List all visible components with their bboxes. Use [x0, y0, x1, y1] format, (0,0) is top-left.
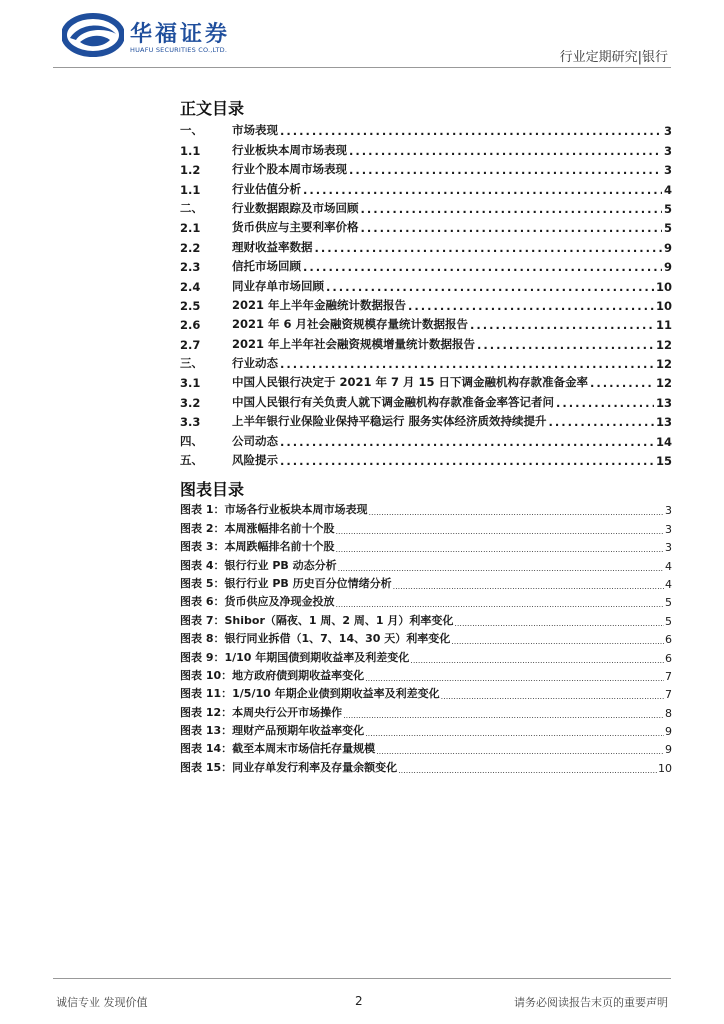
- figure-entry-label: 图表 10：: [180, 668, 233, 682]
- toc-entry-title: 行业个股本周市场表现: [232, 162, 347, 177]
- toc-title: 正文目录: [180, 99, 245, 118]
- footer-disclaimer: 请务必阅读报告末页的重要声明: [514, 996, 668, 1009]
- toc-entry-page: 3: [663, 124, 672, 139]
- figures-title: 图表目录: [180, 480, 245, 499]
- toc-entry-title: 公司动态: [232, 433, 278, 448]
- figure-entry[interactable]: [180, 646, 672, 664]
- figure-entry-title: 本周跌幅排名前十个股: [224, 540, 335, 554]
- toc-entry[interactable]: [180, 216, 672, 235]
- toc-entry[interactable]: [180, 138, 672, 157]
- toc-entry-number: 2.4: [180, 279, 201, 294]
- toc-entry-number: 2.2: [180, 240, 201, 255]
- toc-entry-page: 10: [655, 298, 672, 313]
- toc-entry-page: 15: [655, 454, 672, 469]
- huafu-logo-icon: [62, 12, 124, 58]
- figure-dot-leader: [335, 600, 664, 609]
- toc-entry-title: 信托市场回顾: [232, 259, 301, 274]
- toc-entry[interactable]: [180, 294, 672, 313]
- toc-entry-number: 四、: [180, 433, 203, 448]
- figure-entry-title: Shibor（隔夜、1 周、2 周、1 月）利率变化: [224, 613, 454, 627]
- toc-entry-number: 1.1: [180, 143, 201, 158]
- figure-entry-title: 本周涨幅排名前十个股: [224, 521, 335, 535]
- figure-entry-page: 10: [658, 761, 672, 775]
- company-logo: [62, 12, 262, 62]
- report-type: 行业定期研究|银行: [559, 50, 668, 65]
- figure-entry[interactable]: [180, 738, 672, 756]
- figure-entry-page: 3: [665, 522, 672, 536]
- toc-entry-title: 货币供应与主要利率价格: [232, 220, 359, 235]
- toc-entry-title: 2021 年上半年金融统计数据报告: [232, 297, 407, 312]
- figure-entry-label: 图表 4：: [180, 558, 225, 572]
- toc-entry[interactable]: [180, 177, 672, 196]
- toc-entry[interactable]: [180, 274, 672, 293]
- toc-entry[interactable]: [180, 429, 672, 448]
- toc-dot-leader: [315, 241, 662, 255]
- toc-dot-leader: [349, 144, 662, 158]
- page-number: 2: [355, 994, 363, 1008]
- header-divider: [53, 67, 671, 68]
- figure-entry-label: 图表 9：: [180, 650, 225, 664]
- toc-dot-leader: [477, 338, 654, 352]
- figure-entry[interactable]: [180, 554, 672, 572]
- toc-dot-leader: [361, 221, 662, 235]
- toc-entry-number: 2.1: [180, 221, 201, 236]
- figure-entry-title: 1/10 年期国债到期收益率及利差变化: [224, 650, 410, 664]
- figure-entry[interactable]: [180, 701, 672, 719]
- toc-entry-page: 12: [655, 376, 672, 391]
- figure-entry-label: 图表 8：: [180, 632, 225, 646]
- toc-entry-title: 行业估值分析: [232, 181, 301, 196]
- toc-entry[interactable]: [180, 332, 672, 351]
- toc-entry[interactable]: [180, 158, 672, 177]
- toc-entry[interactable]: [180, 390, 672, 409]
- toc-entry[interactable]: [180, 235, 672, 254]
- figure-entry-title: 理财产品预期年收益率变化: [232, 724, 365, 738]
- figure-dot-leader: [365, 674, 664, 683]
- toc-entry-page: 5: [663, 221, 672, 236]
- figure-entry-title: 银行行业 PB 动态分析: [224, 558, 337, 572]
- toc-entry-title: 2021 年上半年社会融资规模增量统计数据报告: [232, 336, 476, 351]
- toc-entry-number: 3.1: [180, 376, 201, 391]
- toc-entry[interactable]: [180, 119, 672, 138]
- figure-entry[interactable]: [180, 665, 672, 683]
- toc-entry-title: 中国人民银行决定于 2021 年 7 月 15 日下调金融机构存款准备金率: [232, 375, 589, 390]
- figure-dot-leader: [451, 637, 664, 646]
- figure-entry-title: 市场各行业板块本周市场表现: [224, 503, 368, 517]
- toc-entry-page: 12: [655, 357, 672, 372]
- toc-dot-leader: [280, 124, 662, 138]
- figure-entry[interactable]: [180, 573, 672, 591]
- figure-entry-title: 本周央行公开市场操作: [232, 705, 343, 719]
- figure-entry-page: 4: [665, 577, 672, 591]
- figure-entry-label: 图表 14：: [180, 742, 233, 756]
- page-header: [0, 0, 724, 70]
- toc-entry-number: 2.7: [180, 337, 201, 352]
- toc-entry-number: 2.5: [180, 298, 201, 313]
- toc-entry-title: 同业存单市场回顾: [232, 278, 324, 293]
- figure-dot-leader: [338, 564, 664, 573]
- toc-entry-number: 五、: [180, 453, 203, 468]
- toc-entry-page: 12: [655, 337, 672, 352]
- figure-entry-label: 图表 5：: [180, 576, 225, 590]
- figure-entry[interactable]: [180, 536, 672, 554]
- footer-divider: [53, 978, 671, 979]
- toc-entry[interactable]: [180, 410, 672, 429]
- figure-dot-leader: [335, 527, 664, 536]
- figure-entry-label: 图表 3：: [180, 540, 225, 554]
- figure-dot-leader: [365, 729, 664, 738]
- toc-dot-leader: [280, 454, 654, 468]
- toc-entry-number: 一、: [180, 123, 203, 138]
- figure-entry-title: 地方政府债到期收益率变化: [232, 668, 365, 682]
- toc-entry-title: 上半年银行业保险业保持平稳运行 服务实体经济质效持续提升: [232, 414, 547, 429]
- toc-dot-leader: [326, 280, 654, 294]
- toc-dot-leader: [303, 183, 662, 197]
- company-name-en: HUAFU SECURITIES CO.,LTD.: [130, 46, 228, 54]
- toc-entry-number: 3.2: [180, 395, 201, 410]
- toc-entry[interactable]: [180, 313, 672, 332]
- figure-entry[interactable]: [180, 609, 672, 627]
- toc-entry-page: 13: [655, 415, 672, 430]
- figure-entry-page: 9: [665, 725, 672, 739]
- figure-dot-leader: [441, 692, 664, 701]
- figure-dot-leader: [368, 508, 664, 517]
- toc-entry-title: 行业动态: [232, 356, 278, 371]
- toc-entry-page: 9: [663, 260, 672, 275]
- figure-entry-page: 7: [665, 669, 672, 683]
- figure-entry-page: 5: [665, 596, 672, 610]
- figure-entry-label: 图表 7：: [180, 613, 225, 627]
- toc-dot-leader: [556, 396, 654, 410]
- figure-entry-title: 货币供应及净现金投放: [224, 595, 335, 609]
- figure-dot-leader: [410, 656, 664, 665]
- toc-dot-leader: [590, 376, 654, 390]
- figure-entry-page: 9: [665, 743, 672, 757]
- toc-entry-title: 行业板块本周市场表现: [232, 142, 347, 157]
- toc-entry-number: 二、: [180, 200, 203, 215]
- toc-dot-leader: [549, 415, 654, 429]
- toc-entry[interactable]: [180, 449, 672, 468]
- figure-entry-page: 3: [665, 504, 672, 518]
- figure-entry-label: 图表 2：: [180, 521, 225, 535]
- toc-entry-number: 1.1: [180, 182, 201, 197]
- toc-entry-number: 1.2: [180, 163, 201, 178]
- figure-dot-leader: [393, 582, 664, 591]
- toc-entry-page: 4: [663, 182, 672, 197]
- figure-entry-title: 1/5/10 年期企业债到期收益率及利差变化: [232, 687, 440, 701]
- toc-entry-number: 3.3: [180, 415, 201, 430]
- figure-entry[interactable]: [180, 628, 672, 646]
- figure-dot-leader: [398, 766, 657, 775]
- toc-entry[interactable]: [180, 255, 672, 274]
- figure-dot-leader: [335, 545, 664, 554]
- figure-dot-leader: [343, 711, 664, 720]
- toc-dot-leader: [470, 318, 654, 332]
- figure-entry-label: 图表 1：: [180, 503, 225, 517]
- toc-entry-title: 行业数据跟踪及市场回顾: [232, 200, 359, 215]
- toc-dot-leader: [349, 163, 662, 177]
- toc-entry-title: 市场表现: [232, 123, 278, 138]
- figure-entry-label: 图表 12：: [180, 705, 233, 719]
- toc-entry-number: 三、: [180, 356, 203, 371]
- figure-entry-title: 银行行业 PB 历史百分位情绪分析: [224, 576, 392, 590]
- figures-list: [180, 499, 672, 775]
- figure-entry-page: 6: [665, 633, 672, 647]
- toc-entry-page: 3: [663, 143, 672, 158]
- toc-entry-number: 2.6: [180, 318, 201, 333]
- toc-entry-page: 5: [663, 201, 672, 216]
- figure-entry-page: 3: [665, 541, 672, 555]
- toc-entry[interactable]: [180, 371, 672, 390]
- figure-entry-title: 截至本周末市场信托存量规模: [232, 742, 376, 756]
- company-name-cn: 华福证券: [130, 22, 231, 47]
- figure-entry-label: 图表 11：: [180, 687, 233, 701]
- toc-dot-leader: [303, 260, 662, 274]
- figure-entry-page: 8: [665, 706, 672, 720]
- figure-dot-leader: [376, 747, 664, 756]
- figure-entry[interactable]: [180, 720, 672, 738]
- figure-entry[interactable]: [180, 499, 672, 517]
- footer-slogan: 诚信专业 发现价值: [56, 996, 148, 1009]
- toc-entry-page: 9: [663, 240, 672, 255]
- toc-dot-leader: [408, 299, 654, 313]
- figure-entry-label: 图表 6：: [180, 595, 225, 609]
- figure-entry[interactable]: [180, 756, 672, 774]
- figure-entry[interactable]: [180, 683, 672, 701]
- toc-entry-page: 14: [655, 434, 672, 449]
- toc-entry-number: 2.3: [180, 260, 201, 275]
- figure-dot-leader: [454, 619, 664, 628]
- toc-entry-title: 2021 年 6 月社会融资规模存量统计数据报告: [232, 317, 469, 332]
- toc-entry-title: 理财收益率数据: [232, 239, 313, 254]
- figure-entry-page: 7: [665, 688, 672, 702]
- figure-entry-label: 图表 13：: [180, 724, 233, 738]
- toc-entry[interactable]: [180, 197, 672, 216]
- toc-list: [180, 119, 672, 468]
- figure-entry-title: 银行同业拆借（1、7、14、30 天）利率变化: [224, 632, 451, 646]
- toc-entry-title: 中国人民银行有关负责人就下调金融机构存款准备金率答记者问: [232, 394, 554, 409]
- toc-dot-leader: [280, 357, 654, 371]
- toc-dot-leader: [280, 435, 654, 449]
- figure-entry-label: 图表 15：: [180, 760, 233, 774]
- figure-entry[interactable]: [180, 517, 672, 535]
- toc-entry-page: 11: [655, 318, 672, 333]
- toc-entry-title: 风险提示: [232, 453, 278, 468]
- figure-entry[interactable]: [180, 591, 672, 609]
- figure-entry-title: 同业存单发行利率及存量余额变化: [232, 760, 398, 774]
- figure-entry-page: 4: [665, 559, 672, 573]
- toc-entry-page: 10: [655, 279, 672, 294]
- toc-entry-page: 3: [663, 163, 672, 178]
- toc-entry-page: 13: [655, 395, 672, 410]
- toc-entry[interactable]: [180, 352, 672, 371]
- figure-entry-page: 6: [665, 651, 672, 665]
- toc-dot-leader: [361, 202, 662, 216]
- figure-entry-page: 5: [665, 614, 672, 628]
